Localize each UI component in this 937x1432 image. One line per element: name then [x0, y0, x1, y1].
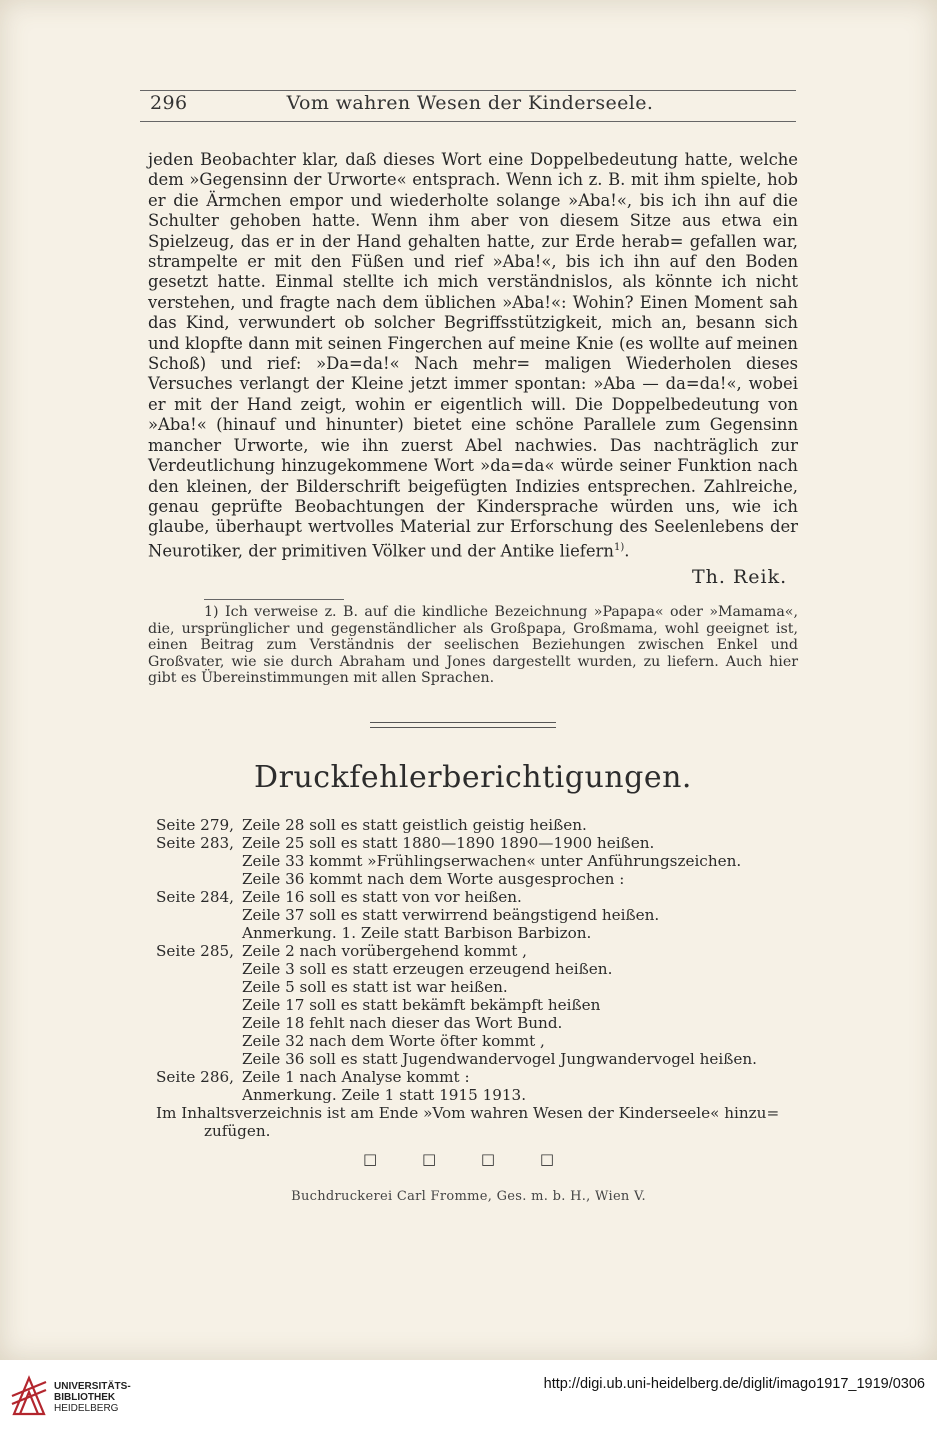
body-text	[148, 150, 798, 562]
errata-row	[156, 834, 796, 852]
errata-text: Zeile 16 soll es statt von vor heißen.	[242, 888, 522, 906]
errata-text: Anmerkung. 1. Zeile statt Barbison Barbizon.	[242, 924, 592, 942]
errata-page: Seite 283,	[156, 834, 234, 852]
library-name-line-2: BIBLIOTHEK	[54, 1392, 116, 1403]
section-divider-top	[370, 722, 556, 723]
ornament-squares: □ □ □ □	[363, 1150, 574, 1168]
errata-page: Seite 279,	[156, 816, 234, 834]
library-name	[54, 1381, 131, 1414]
paragraph-text: jeden Beobachter klar, daß dieses Wort eine Doppelbedeutung hatte, welche dem »Gegensinn der Urworte« entsprach. Wenn ich z. B. mit ihm spielte, hob er die Ärmchen empor und wiederholte solange »Aba!«, bis ich ihn auf die Schulter gehoben hatte. Wenn ihm aber von diesem Sitze aus etwa ein Spielzeug, das er in der Hand gehalten hatte, zur Erde herab= gefallen war, strampelte er mit den Füßen und rief »Aba!«, bis ich ihn auf den Boden gesetzt hatte. Einmal stellte ich mich verständnislos, als könnte ich nicht verstehen, und fragte nach dem üblichen »Aba!«: Wohin? Einen Moment sah das Kind, verwundert ob solcher Begriffsstützigkeit, mich an, besann sich und klopfte dann mit seinen Fingerchen auf meine Knie (es wollte auf meinen Schoß) und rief: »Da=da!« Nach mehr= maligen Wiederholen dieses Versuches verlangt der Kleine jetzt immer spontan: »Aba — da=da!«, wobei er mit der Hand zeigt, wohin er eigentlich will. Die Doppelbedeutung von »Aba!« (hinauf und hinunter) bietet eine schöne Parallele zum Gegensinn mancher Urworte, wie ihn zuerst Abel nachwies. Das nachträglich zur Verdeutlichung hinzugekommene Wort »da=da« würde seiner Funktion nach den kleinen, der Bilderschrift beigefügten Indizies entsprechen. Zahlreiche, genau geprüfte Beobachtungen der Kindersprache würden uns, wie ich glaube, überhaupt wertvolles Material zur Erforschung des Seelenlebens der Neurotiker, der primitiven Völker und der Antike liefern	[148, 150, 798, 561]
paragraph-period: .	[624, 541, 630, 561]
errata-list	[156, 816, 796, 1140]
errata-row	[156, 996, 796, 1014]
errata-text: Zeile 36 soll es statt Jugendwandervogel Jungwandervogel heißen.	[242, 1050, 757, 1068]
errata-page: Seite 285,	[156, 942, 234, 960]
errata-text: Zeile 33 kommt »Frühlingserwachen« unter Anführungszeichen.	[242, 852, 742, 870]
errata-text: Zeile 1 nach Analyse kommt :	[242, 1068, 470, 1086]
errata-row	[156, 906, 796, 924]
errata-text: Zeile 5 soll es statt ist war heißen.	[242, 978, 508, 996]
errata-row	[156, 1086, 796, 1104]
errata-row	[156, 924, 796, 942]
section-divider-bottom	[370, 727, 556, 728]
body-paragraph	[148, 150, 798, 562]
errata-page: Seite 286,	[156, 1068, 234, 1086]
errata-text: Zeile 17 soll es statt bekämft bekämpft heißen	[242, 996, 601, 1014]
errata-final-row-cont	[156, 1122, 796, 1140]
errata-text: Zeile 37 soll es statt verwirrend beängstigend heißen.	[242, 906, 660, 924]
errata-row	[156, 816, 796, 834]
source-url[interactable]: http://digi.ub.uni-heidelberg.de/diglit/imago1917_1919/0306	[543, 1376, 925, 1392]
errata-page: Seite 284,	[156, 888, 234, 906]
footnote-reference: 1)	[613, 541, 625, 553]
errata-final-line-1: Im Inhaltsverzeichnis ist am Ende »Vom wahren Wesen der Kinderseele« hinzu=	[156, 1104, 780, 1122]
errata-final-row	[156, 1104, 796, 1122]
library-logo-icon	[10, 1374, 48, 1416]
errata-row	[156, 978, 796, 996]
errata-row	[156, 1050, 796, 1068]
page-number: 296	[150, 92, 188, 114]
errata-text: Zeile 2 nach vorübergehend kommt ,	[242, 942, 527, 960]
errata-row	[156, 870, 796, 888]
running-title: Vom wahren Wesen der Kinderseele.	[286, 92, 654, 114]
errata-text: Zeile 28 soll es statt geistlich geistig heißen.	[242, 816, 587, 834]
printer-imprint: Buchdruckerei Carl Fromme, Ges. m. b. H., Wien V.	[291, 1189, 646, 1204]
errata-row	[156, 960, 796, 978]
footnote-marker: 1)	[204, 604, 219, 620]
header-bottom-rule	[140, 121, 796, 122]
library-name-line-1: UNIVERSITÄTS-	[54, 1381, 131, 1392]
footnote-text: Ich verweise z. B. auf die kindliche Bezeichnung »Papapa« oder »Mamama«, die, ursprünglicher und gegenständlicher als Großpapa, Großmama, wohl geeignet ist, einen Beitrag zum Verständnis der seelischen Beziehungen zwischen Enkel und Großvater, wie sie durch Abraham und Jones dargestellt wurden, zu liefern. Auch hier gibt es Übereinstimmungen mit allen Sprachen.	[148, 604, 798, 686]
errata-row	[156, 1014, 796, 1032]
errata-text: Zeile 3 soll es statt erzeugen erzeugend heißen.	[242, 960, 613, 978]
errata-text: Zeile 25 soll es statt 1880—1890 1890—1900 heißen.	[242, 834, 655, 852]
footnote	[148, 604, 798, 687]
footnote-rule	[204, 599, 344, 600]
header-top-rule	[140, 90, 796, 91]
errata-row	[156, 1068, 796, 1086]
errata-text: Zeile 32 nach dem Worte öfter kommt ,	[242, 1032, 545, 1050]
errata-text: Zeile 36 kommt nach dem Worte ausgesprochen :	[242, 870, 625, 888]
errata-final-line-2: zufügen.	[204, 1122, 271, 1140]
errata-heading: Druckfehlerberichtigungen.	[254, 760, 692, 795]
errata-text: Anmerkung. Zeile 1 statt 1915 1913.	[242, 1086, 527, 1104]
errata-row	[156, 942, 796, 960]
errata-row	[156, 852, 796, 870]
library-name-line-3: HEIDELBERG	[54, 1403, 119, 1414]
errata-row	[156, 888, 796, 906]
errata-text: Zeile 18 fehlt nach dieser das Wort Bund.	[242, 1014, 563, 1032]
errata-row	[156, 1032, 796, 1050]
author-signature: Th. Reik.	[692, 566, 788, 588]
